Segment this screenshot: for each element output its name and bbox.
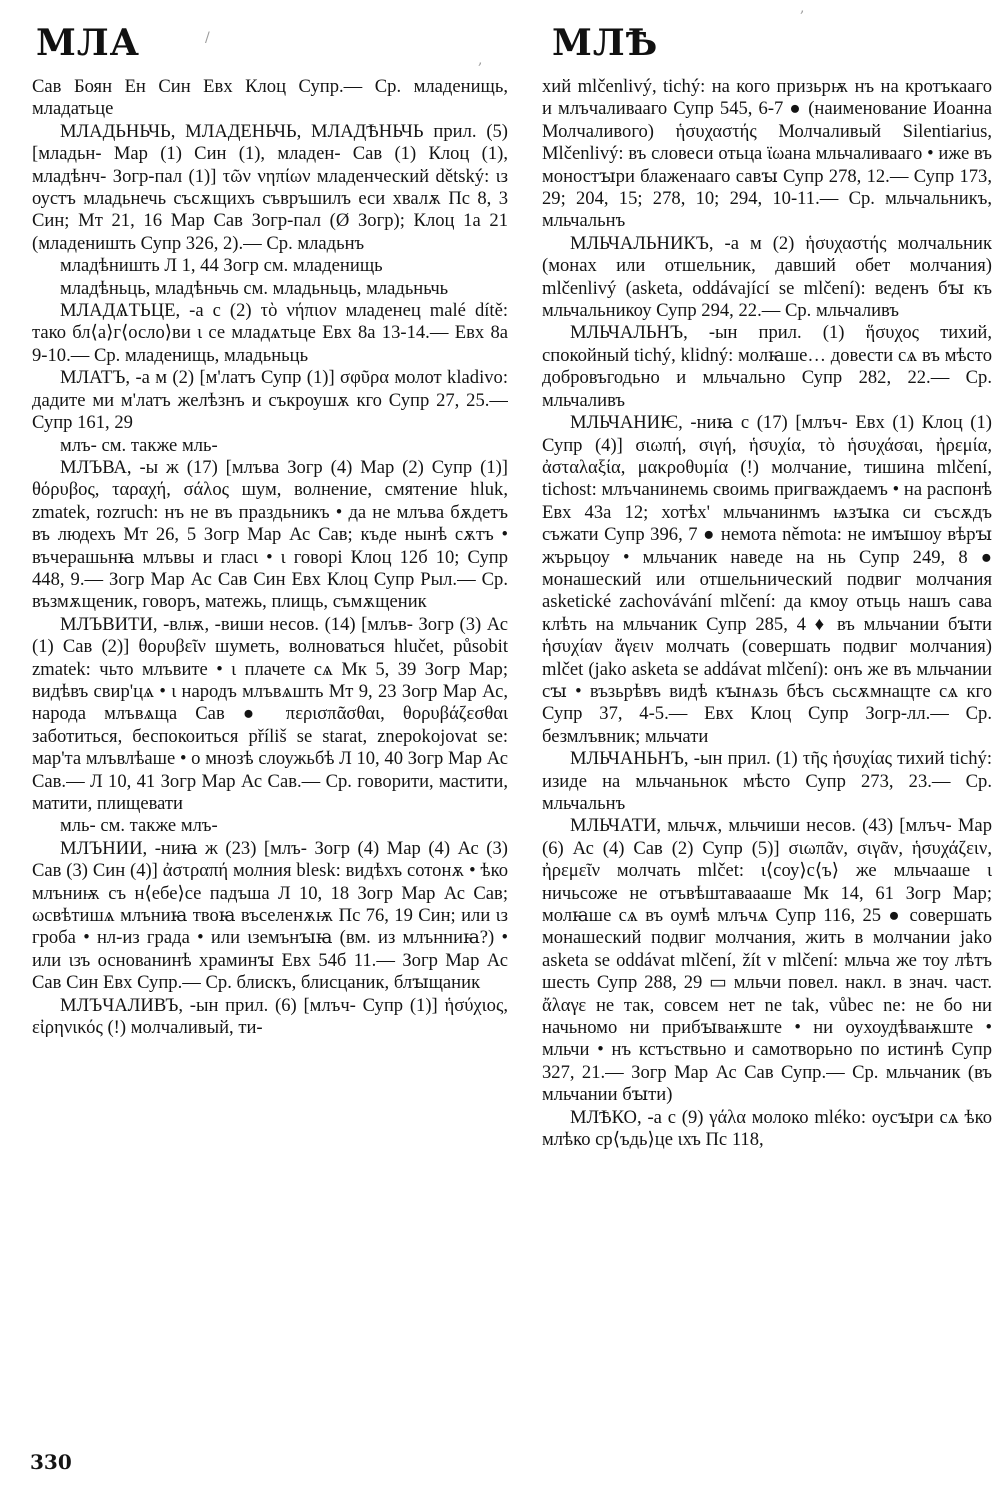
dictionary-entry: МЛЬЧАЛЬНИКЪ, -а м (2) ἡσυχαστής молчальник (монах или отшельник, давший обет молчания) mlčenlivý (asketa, oddávající se mlčení): веденъ бꙑ къ мльчальникоу Супр 294, 22.— Ср. мльчаливъ [542, 232, 992, 322]
page-number: 330 [30, 1450, 72, 1474]
entry-continuation: хий mlčenlivý, tichý: на кого призьрѭ нъ на кротъкааго и млъчаливааго Супр 545, 6-7 ● (наименование Иоанна Молчаливого) ἡσυχαστής Молчаливый Silentiarius, Mlčenlivý: въ словеси отьца ϊωана мльчаливааго • иже въ моностꙑри блаженааго савꙑ Супр 278, 12.— Супр 173, 29; 204, 15; 278, 10; 294, 10-11.— Ср. мльчальникъ, мльчальнъ [542, 76, 992, 232]
dictionary-entry: МЛЬЧАНИѤ, -ниꙗ с (17) [млъч- Евх (1) Клоц (1) Супр (4)] σιωπή, σιγή, ἡσυχία, τὸ ἡσυχάσαι, ἠρεμία, ἀσταλαξία, μακροθυμία (!) молчание, тишина mlčení, tichost: млъчанинемь своимь пригваждаемъ • на распонѣ Евх 43а 12; хотѣх' мльчанинмъ ѩзꙑка си съсѫдъ съжати Супр 396, 7 ● немота němota: не имꙑшоу вѣрꙑ жърьцоу • мльчаник наведе на нь Супр 249, 8 ● монашеский или отшельнический подвиг молчания asketické zachovávání mlčení: да кмоу отьць нашъ сава клѣть на мльчаник Супр 285, 4 ♦ въ мльчании бꙑти ἡσυχίαν ἄγειν молчать (совершать подвиг молчания) mlčet (jako asketa se addávat mlčení): онъ же въ мльчании сꙑ • възьрѣвъ видѣ кꙑнѧзь бѣсъ сьсѫмнащте сѧ кго Супр 37, 4-5.— Евх Клоц Супр Зогр-лл.— Ср. безмлъвник; мльчати [542, 412, 992, 747]
dictionary-entry: МЛЬЧАЛЬНЪ, -ын прил. (1) ἥσυχος тихий, спокойный tichý, klidný: молꙗше… довести сѧ въ мѣсто добровъгодьно и мльчально Супр 282, 22.— Ср. мльчаливъ [542, 322, 992, 411]
scan-speck: , [478, 52, 483, 68]
entry-continuation: Сав Боян Ен Син Евх Клоц Супр.— Ср. младенищь, младатьце [32, 76, 508, 120]
cross-reference: млъ- см. также мль- [60, 434, 218, 456]
dictionary-entry: МЛѢКО, -а с (9) γάλα молоко mléko: оусꙑри сѧ ѣко млѣко ср⟨ъдь⟩це ιхъ Пс 118, [542, 1106, 992, 1151]
scan-speck: / [205, 30, 210, 46]
running-head-right: МЛѢ [552, 22, 659, 64]
cross-reference: младѣништь Л 1, 44 Зогр см. младенищь [60, 255, 383, 277]
running-head-left: МЛА [36, 22, 141, 64]
dictionary-entry: МЛАДѦТЬЦЕ, -а с (2) τὸ νήπιον младенец malé dítě: тако бл⟨а⟩г⟨осло⟩ви ι се младѧтьце Евх 8а 13-14.— Евх 8а 9-10.— Ср. младенищь, младьньць [32, 300, 508, 366]
dictionary-entry: МЛЪНИИ, -ниꙗ ж (23) [млъ- Зогр (4) Мар (4) Ас (3) Сав (3) Син (4)] ἀστραπή молния blesk: видѣхъ сотонѫ • ѣко млъниѭ съ н⟨ебе⟩се падъша Л 10, 18 Зогр Мар Ас Сав; ωсвѣтишѧ млъниꙗ твоꙗ въселенѫѭ Пс 76, 19 Син; или ιз гроба • нл-из града • или ιземънꙑꙗ (вм. из млънниꙗ?) • или ιзъ основанинѣ храминꙑ Евх 54б 11.— Зогр Мар Ас Сав Син Евх Супр.— Ср. блискъ, блисцаник, блꙑщаник [32, 837, 508, 994]
cross-reference: младѣньць, младѣньчь см. младьньць, младьньчь [60, 277, 449, 299]
left-column [32, 76, 508, 1466]
dictionary-entry: МЛАДЬНЬЧЬ, МЛАДЕНЬЧЬ, МЛАДѢНЬЧЬ прил. (5) [младьн- Мар (1) Син (1), младен- Сав (1) Клоц (1), младѣнч- Зогр-пал (1)] τῶν νηπίων младенческий dětský: ιз оустъ младьнечь съсѫщихъ съвръшилъ еси хвалѫ Пс 8, 3 Син; Мт 21, 16 Мар Сав Зогр-пал (Ø Зогр); Клоц 1а 21 (младеништь Супр 326, 2).— Ср. младьнъ [32, 120, 508, 254]
cross-reference: мль- см. также млъ- [60, 815, 218, 837]
dictionary-entry: МЛЬЧАТИ, мльчѫ, мльчиши несов. (43) [млъч- Мар (6) Ас (4) Сав (2) Супр (5)] σιωπᾶν, σιγᾶν, ἡσυχάζειν, ἠρεμεῖν молчать mlčet: ι⟨соу⟩с⟨ъ⟩ же мльчааше ι ничьсоже не отъвѣштаваааше Мк 14, 61 Зогр Мар; молꙗше сѧ въ оумѣ млъчѧ Супр 116, 25 ● совершать монашеский подвиг молчания, жить в молчании jako asketa se oddávat mlčení, žít v mlčení: мльча же тоу лѣтъ шесть Супр 288, 29 ▭ мльчи повел. накл. в знач. част. ἄλαγε не так, совсем нет ne tak, vůbec ne: не бо ни начьномо ни прибꙑваѭште • ни оухоудѣваѭште • мльчи • нъ кстъствьно и самотворьно по истинѣ Супр 327, 21.— Зогр Мар Ас Сав Супр.— Ср. мльчаник (въ мльчании бꙑти) [542, 815, 992, 1106]
dictionary-entry: МЛЪЧАЛИВЪ, -ын прил. (6) [млъч- Супр (1)] ἡσύχιος, εἰρηνικός (!) молчаливый, ти- [32, 994, 508, 1039]
scan-speck: , [800, 0, 805, 16]
dictionary-entry: МЛЪВИТИ, -влѭ, -виши несов. (14) [млъв- Зогр (3) Ас (1) Сав (2)] θορυβεῖν шуметь, волноваться hlučet, působit zmatek: чьто млъвите • ι плачете сѧ Мк 5, 39 Зогр Мар; видѣвъ свир'цѧ • ι народъ млъвѧшть Мт 9, 23 Зогр Мар Ас, народа млъвѧща Сав ● περισπᾶσθαι, θορυβάζεσθαι заботиться, беспокоиться příliš se starat, znepokojovat se: мар'та млъвлѣаше • о мнозѣ слоужьбѣ Л 10, 40 Зогр Мар Ас Сав.— Л 10, 41 Зогр Мар Ас Сав.— Ср. говорити, мастити, матити, плищевати [32, 613, 508, 814]
dictionary-entry: МЛЪВА, -ы ж (17) [млъва Зогр (4) Мар (2) Супр (1)] θόρυβος, ταραχή, σάλος шум, волнение, смятение hluk, zmatek, rozruch: нъ не въ праздьникъ • да не млъва бѫдетъ въ людехъ Мт 26, 5 Зогр Мар Ас Сав; къде нынѣ сѫтъ • въчерашьнꙗ млъвы и гласι • ι говорі Клоц 12б 10; Супр 448, 9.— Зогр Мар Ас Сав Син Евх Клоц Супр Рыл.— Ср. възмѫщеник, говоръ, матежь, плищь, съмѫщеник [32, 456, 508, 613]
right-column [542, 76, 992, 1466]
dictionary-entry: МЛЬЧАНЬНЪ, -ын прил. (1) τῆς ἡσυχίας тихий tichý: изиде на мльчаньнок мѣсто Супр 273, 23.— Ср. мльчальнъ [542, 748, 992, 814]
dictionary-entry: МЛАТЪ, -а м (2) [м'латъ Супр (1)] σφῦρα молот kladivo: дадите ми м'латъ желѣзнъ и съкроушѫ кго Супр 27, 25.— Супр 161, 29 [32, 367, 508, 434]
